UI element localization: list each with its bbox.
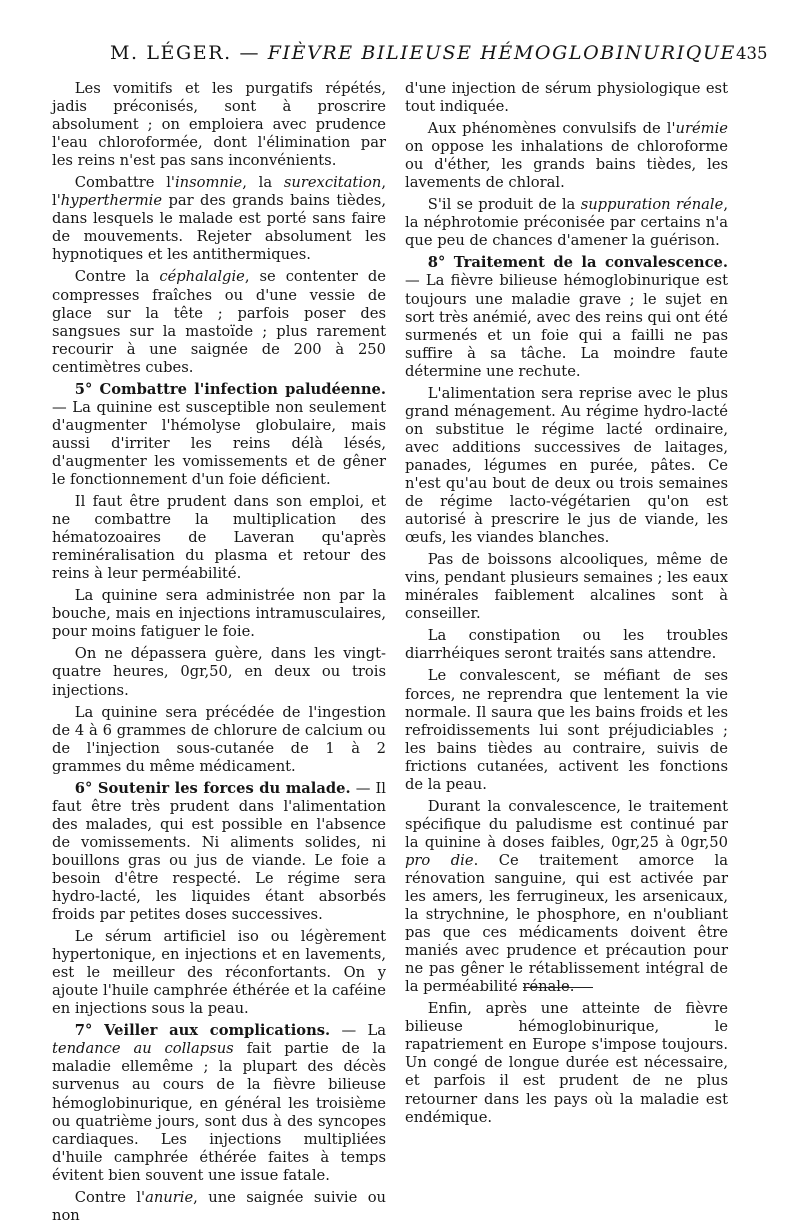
term-surexcitation: surexcitation: [283, 174, 382, 192]
page-number: 435: [736, 44, 768, 63]
section-7-heading: 7° Veiller aux complications.: [74, 1022, 331, 1040]
section-5-heading: 5° Combattre l'infection paludéenne.: [74, 380, 386, 398]
section-7: [52, 1022, 386, 1184]
section-8: [405, 254, 728, 380]
paragraph-anurie: [52, 1189, 386, 1225]
term-suppuration-renale: suppuration rénale: [580, 196, 724, 214]
text-segment: , la: [242, 174, 284, 192]
term-anurie: anurie: [145, 1188, 194, 1206]
paragraph-constipation: La constipation ou les troubles diarrhéiques seront traités sans attendre.: [405, 627, 728, 663]
paragraph-cephalalgie: [52, 268, 386, 376]
text-segment: fait partie de la maladie ellemême ; la plupart des décès survenus au cours de la fièvre bilieuse hémoglobinurique, en général les troisième ou quatrième jours, sont dus à des syncopes cardiaques. Les injections multipliées d'huile camphrée éthérée faites à temps évitent bien souvent une issue fatale.: [52, 1040, 386, 1184]
paragraph-paludisme: [405, 798, 728, 997]
paragraph-convalescent: Le convalescent, se méfiant de ses forces, ne reprendra que lentement la vie normale. Il saura que les bains froids et les refroidissements lui sont préjudiciables ; les bains tièdes au contraire, suivis de frictions cutanées, activent les fonctions de la peau.: [405, 667, 728, 793]
text-segment: , une saignée suivie ou non: [52, 1188, 386, 1224]
term-collapsus: tendance au collapsus: [52, 1040, 234, 1058]
end-rule: [523, 987, 593, 988]
section-8-text: — La fièvre bilieuse hémoglobinurique est toujours une maladie grave ; le sujet en sort très anémié, avec des reins qui ont été surmenés et un foie qui a failli ne pas suffire à sa tâche. La moindre faute détermine une rechute.: [405, 272, 728, 380]
running-title: [110, 42, 736, 64]
text-segment: Combattre l': [74, 174, 175, 192]
paragraph-prudent: Il faut être prudent dans son emploi, et ne combattre la multiplication des hématozoaires de Laveran qu'après reminéralisation du plasma et retour des reins à leur perméabilité.: [52, 493, 386, 583]
text-segment: , la néphrotomie préconisée par certains n'a que peu de chances d'amener la guérison.: [405, 196, 728, 250]
text-segment: — La: [330, 1022, 386, 1040]
section-6: [52, 780, 386, 924]
right-column: [405, 80, 728, 1126]
paragraph-serum: Le sérum artificiel iso ou légèrement hypertonique, en injections et en lavements, est le meilleur des réconfortants. On y ajoute l'huile camphrée éthérée et la caféine en injections sous la peau.: [52, 928, 386, 1018]
paragraph-suppuration: [405, 196, 728, 250]
paragraph-chlorure: La quinine sera précédée de l'ingestion de 4 à 6 grammes de chlorure de calcium ou de l'injection sous-cutanée de 1 à 2 grammes du même médicament.: [52, 703, 386, 775]
paragraph-uremie: [405, 120, 728, 192]
text-segment: Contre la: [74, 268, 160, 286]
section-5-text: — La quinine est susceptible non seulement d'augmenter l'hémolyse globulaire, mais aussi d'irriter les reins délà lésés, d'augmenter les vomissements et de gêner le fonctionnement d'un foie déficient.: [52, 398, 386, 488]
text-segment: , l': [52, 174, 386, 210]
text-segment: on oppose les inhalations de chloroforme ou d'éther, les grands bains tièdes, les lavements de chloral.: [405, 138, 728, 192]
text-segment: Aux phénomènes convulsifs de l': [427, 120, 676, 138]
term-insomnie: insomnie: [174, 174, 243, 192]
section-5: [52, 381, 386, 489]
section-8-heading: 8° Traitement de la convalescence.: [427, 254, 728, 272]
text-segment: Durant la convalescence, le traitement spécifique du paludisme est continué par la quinine à doses faibles, 0gr,25 à 0gr,50: [405, 797, 728, 851]
header-dash: —: [239, 42, 261, 64]
paragraph-quinine-bouche: La quinine sera administrée non par la bouche, mais en injections intramusculaires, pour moins fatiguer le foie.: [52, 587, 386, 641]
text-segment: Contre l': [74, 1188, 146, 1206]
term-pro-die: pro die: [405, 851, 474, 869]
term-cephalalgie: céphalalgie: [159, 268, 245, 286]
term-hyperthermie: hyperthermie: [60, 192, 163, 210]
text-segment: S'il se produit de la: [427, 196, 581, 214]
text-segment: . Ce traitement amorce la rénovation sanguine, qui est activée par les amers, les ferrugineux, les arsenicaux, la strychnine, le phosphore, en n'oubliant pas que ces médicaments doivent être maniés avec prudence et précaution pour ne pas gêner le rétablissement intégral de la perméabilité rénale.: [405, 851, 728, 996]
section-6-text: — Il faut être très prudent dans l'alimentation des malades, qui est possible en l'absence de vomissements. Ni aliments solides, ni bouillons gras ou jus de viande. Le foie a besoin d'être respecté. Le régime sera hydro-lacté, les liquides étant absorbés froids par petites doses successives.: [52, 779, 386, 924]
section-6-heading: 6° Soutenir les forces du malade.: [74, 779, 351, 797]
text-segment: par des grands bains tièdes, dans lesquels le malade est porté sans faire de mouvements. Rejeter absolument les hypnotiques et les antithermiques.: [52, 192, 386, 264]
paragraph-boissons: Pas de boissons alcooliques, même de vins, pendant plusieurs semaines ; les eaux minérales faiblement alcalines sont à conseiller.: [405, 551, 728, 623]
paragraph-alimentation: L'alimentation sera reprise avec le plus grand ménagement. Au régime hydro-lacté on substitue le régime lacté ordinaire, avec additions successives de laitages, panades, légumes en purée, pâtes. Ce n'est qu'au bout de deux ou trois semaines de régime lacto-végétarien qu'on est autorisé à prescrire le jus de viande, les œufs, les viandes blanches.: [405, 384, 728, 547]
running-header: [110, 42, 768, 72]
paragraph-continued: d'une injection de sérum physiologique est tout indiquée.: [405, 80, 728, 116]
header-author: M. LÉGER.: [110, 42, 232, 64]
paragraph-insomnie: [52, 174, 386, 264]
header-title: FIÈVRE BILIEUSE HÉMOGLOBINURIQUE: [267, 42, 737, 64]
paragraph-dose: On ne dépassera guère, dans les vingt-quatre heures, 0gr,50, en deux ou trois injections.: [52, 645, 386, 699]
term-uremie: urémie: [675, 120, 728, 138]
paragraph-rapatriement: Enfin, après une atteinte de fièvre bilieuse hémoglobinurique, le rapatriement en Europe s'impose toujours. Un congé de longue durée est nécessaire, et parfois il est prudent de ne plus retourner dans les pays où la maladie est endémique.: [405, 1000, 728, 1126]
left-column: [52, 80, 386, 1224]
paragraph-vomitifs: Les vomitifs et les purgatifs répétés, jadis préconisés, sont à proscrire absolument ; on emploiera avec prudence l'eau chloroformée, dont l'élimination par les reins n'est pas sans inconvénients.: [52, 80, 386, 170]
text-segment: , se contenter de compresses fraîches ou d'une vessie de glace sur la tête ; parfois poser des sangsues sur la mastoïde ; plus rarement recourir à une saignée de 200 à 250 centimètres cubes.: [52, 268, 386, 376]
